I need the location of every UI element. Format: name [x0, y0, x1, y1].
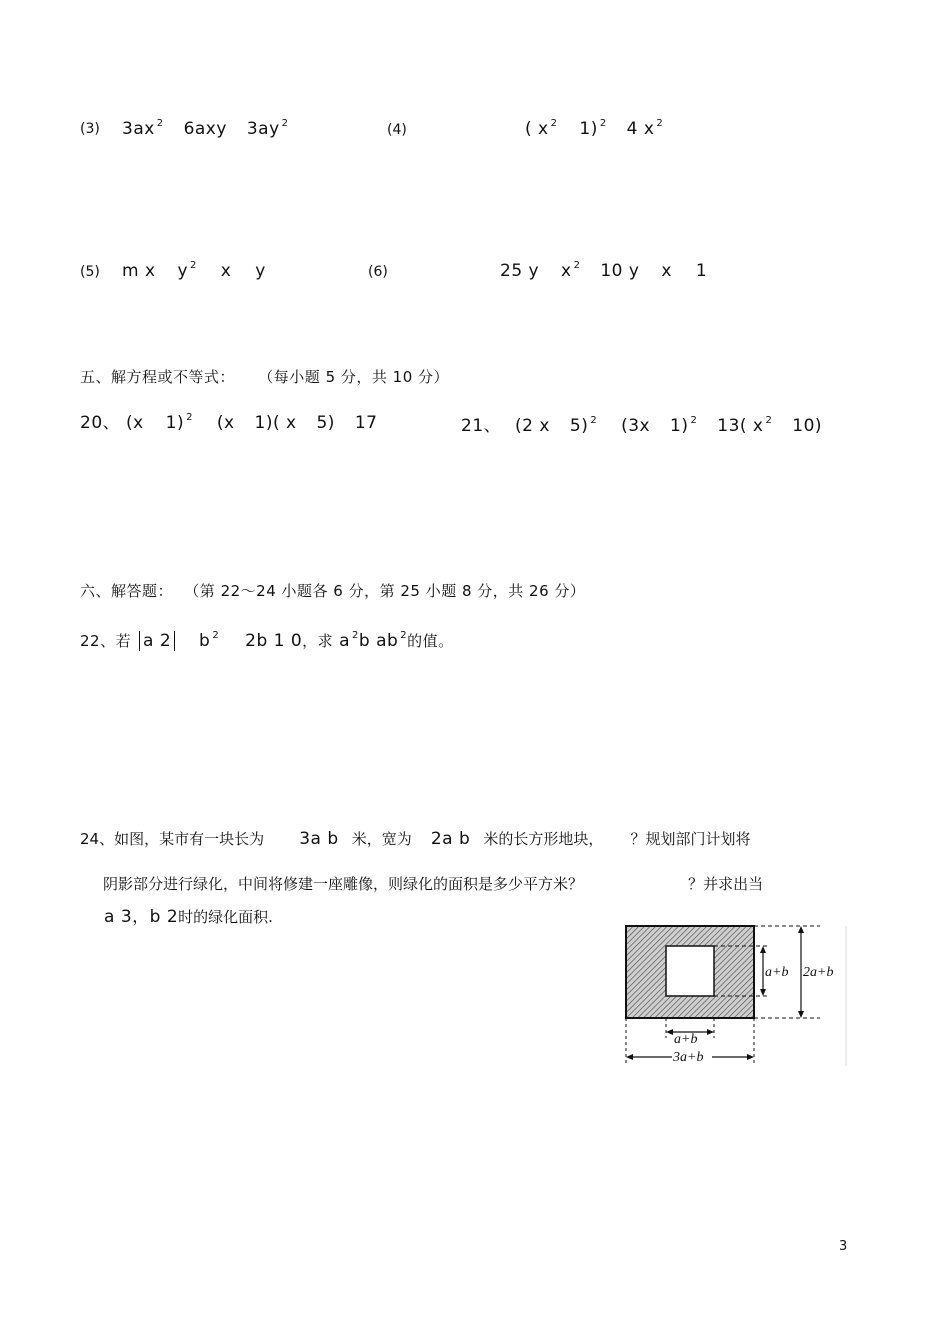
- q22-abs-inner: a 2: [143, 631, 172, 651]
- q24-width-expr: 2a b: [430, 829, 471, 849]
- label-inner-width: a+b: [674, 1032, 698, 1047]
- q6-term-a: 25 y: [500, 261, 540, 281]
- q20-equation: [80, 408, 377, 433]
- q6-label: (6): [368, 264, 388, 280]
- q4-term-b: 1): [579, 119, 598, 139]
- label-outer-width: 3a+b: [673, 1050, 704, 1065]
- q21-term-d: 1): [670, 416, 689, 436]
- q21-term-a: (2 x: [515, 416, 550, 436]
- q24-text-e: 米的长方形地块，: [483, 830, 604, 848]
- section5-heading: [80, 366, 449, 387]
- q4-term-c: 4 x: [626, 119, 655, 139]
- label-outer-height: 2a+b: [803, 965, 834, 980]
- q24-line2-text: 阴影部分进行绿化，中间将修建一座雕像，则绿化的面积是多少平方米？: [103, 875, 584, 893]
- q22-abs-value: [139, 631, 175, 651]
- q3-term-b: 6axy: [183, 119, 227, 139]
- q20-term-a: (x: [126, 413, 144, 433]
- q24-line2: [103, 873, 763, 894]
- q24-length-expr: 3a b: [299, 829, 339, 849]
- q24-values: a 3，b 2: [104, 907, 179, 927]
- q22-term-c: 2b 1 0: [245, 631, 303, 651]
- section5-note: （每小题 5 分，共 10 分）: [258, 368, 450, 386]
- q24-text-c: 米，宽为: [351, 830, 412, 848]
- q20-exp1: 2: [186, 412, 193, 423]
- q4-exp1: 2: [550, 118, 558, 129]
- q6-term-c: 10 y: [600, 261, 640, 281]
- q5-term-a: m x: [122, 261, 156, 281]
- q5-exp1: 2: [190, 260, 197, 271]
- q21-term-b: 5): [569, 416, 589, 436]
- q6-term-d: x: [661, 261, 672, 281]
- q3-expression: [122, 119, 289, 139]
- q21-exp3: 2: [765, 415, 773, 426]
- q24-line1: [80, 828, 750, 849]
- q21-exp1: 2: [590, 415, 598, 426]
- q5-expression: [122, 261, 266, 281]
- q3-exp1: 2: [156, 118, 164, 129]
- q20-label: 20、: [80, 413, 121, 433]
- q21-term-e: 13( x: [717, 416, 764, 436]
- q4-expression: [525, 119, 663, 139]
- q22-exp1: 2: [212, 630, 220, 641]
- land-figure: [620, 922, 848, 1066]
- section6-title: 六、解答题：: [80, 582, 174, 600]
- q21-equation: [461, 411, 822, 436]
- q22-tail: 的值。: [407, 632, 454, 650]
- statue-area: [666, 946, 714, 996]
- q22-exp3: 2: [400, 630, 408, 641]
- q24-text-a: 24、如图，某市有一块长为: [80, 830, 265, 848]
- q20-term-b: 1): [165, 413, 185, 433]
- q20-term-e: 5): [316, 413, 335, 433]
- q21-label: 21、: [461, 416, 502, 436]
- q24-line3: [104, 902, 273, 927]
- q4-exp2: 2: [599, 118, 607, 129]
- section6-note: （第 22～24 小题各 6 分，第 25 小题 8 分，共 26 分）: [184, 582, 586, 600]
- q20-term-c: (x: [216, 413, 235, 433]
- q24-line2-tail: ？并求出当: [688, 875, 764, 893]
- q3-term-a: 3ax: [122, 119, 155, 139]
- q22-exp2: 2: [352, 630, 359, 641]
- q21-term-f: 10): [792, 416, 823, 436]
- q6-term-e: 1: [695, 261, 708, 281]
- q20-term-f: 17: [354, 413, 378, 433]
- q20-term-d: 1)( x: [254, 413, 297, 433]
- q6-term-b: x: [561, 261, 572, 281]
- q5-term-c: x: [220, 261, 232, 281]
- q3-term-c: 3ay: [246, 119, 280, 139]
- q6-exp1: 2: [573, 260, 581, 271]
- q24-line3-text: 时的绿化面积.: [178, 908, 273, 926]
- q6-expression: [500, 261, 707, 281]
- section6-heading: [80, 580, 585, 601]
- q22-label: 22、若: [80, 632, 132, 650]
- q21-exp2: 2: [690, 415, 698, 426]
- q21-term-c: (3x: [621, 416, 651, 436]
- q22-term-b: b: [199, 631, 211, 651]
- label-inner-height: a+b: [765, 965, 789, 980]
- q22-problem: [80, 630, 454, 651]
- q24-text-f: ？规划部门计划将: [630, 830, 751, 848]
- page-number: 3: [839, 1239, 848, 1254]
- q22-comma: ，求: [302, 632, 334, 650]
- q22-term-d: a: [339, 631, 351, 651]
- q22-term-e: b ab: [358, 631, 399, 651]
- q3-exp2: 2: [281, 118, 289, 129]
- q3-label: (3): [80, 121, 100, 137]
- section5-title: 五、解方程或不等式：: [80, 368, 236, 386]
- q4-exp3: 2: [656, 118, 664, 129]
- q5-term-b: y: [177, 261, 188, 281]
- q4-term-a: ( x: [525, 119, 549, 139]
- q5-term-d: y: [255, 261, 266, 281]
- q5-label: (5): [80, 264, 100, 280]
- q4-label: (4): [387, 122, 407, 138]
